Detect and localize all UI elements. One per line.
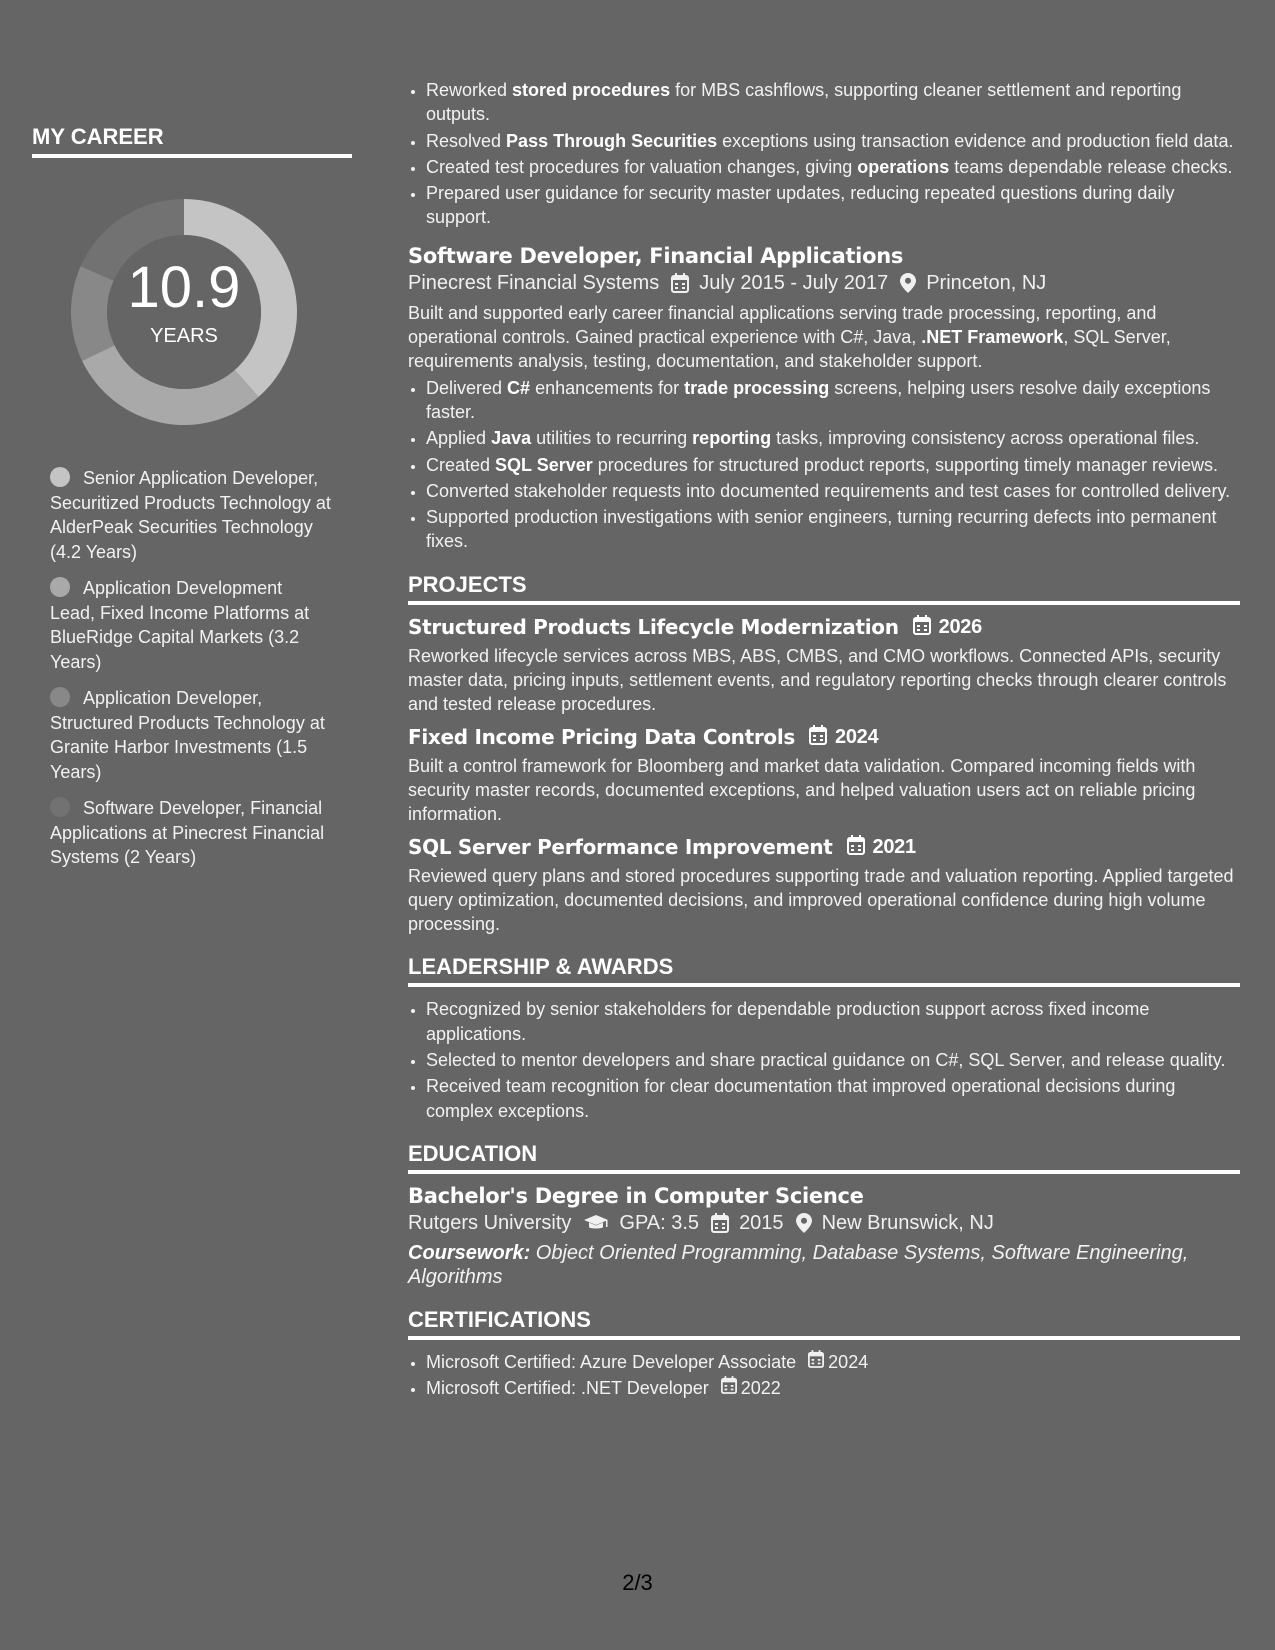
legend-dot	[50, 577, 70, 597]
list-item: • Supported production investigations with senior engineers, turning recurring defects into permanent fixes.	[426, 505, 1240, 554]
projects-heading: PROJECTS	[408, 572, 1240, 605]
graduation-cap-icon	[583, 1214, 609, 1232]
location-pin-icon	[796, 1213, 812, 1233]
list-item: • Created SQL Server procedures for structured product reports, supporting timely manager reviews.	[426, 453, 1240, 477]
list-item: • Recognized by senior stakeholders for dependable production support across fixed income applications.	[426, 997, 1240, 1046]
education-heading: EDUCATION	[408, 1141, 1240, 1174]
job-meta	[408, 272, 1240, 295]
list-item: • Prepared user guidance for security master updates, reducing repeated questions during daily support.	[426, 181, 1240, 230]
location-pin-icon	[900, 273, 916, 293]
job-summary: Built and supported early career financial applications serving trade processing, reporting, and operational controls. Gained practical experience with C#, Java, .NET Framework, SQL Server, requirements analysis, testing, documentation, and stakeholder support.	[408, 302, 1171, 372]
calendar-icon	[809, 725, 827, 750]
project-title: SQL Server Performance Improvement	[408, 835, 833, 860]
career-heading: MY CAREER	[32, 124, 352, 158]
legend-dot	[50, 687, 70, 707]
legend-label: Senior Application Developer, Securitized Products Technology at AlderPeak Securities Technology (4.2 Years)	[50, 468, 331, 562]
legend-item	[50, 796, 332, 870]
list-item: • Resolved Pass Through Securities exceptions using transaction evidence and production field data.	[426, 129, 1240, 153]
school-name: Rutgers University	[408, 1211, 572, 1234]
legend-item	[50, 686, 332, 784]
cert-name: • Microsoft Certified: Azure Developer Associate	[426, 1351, 797, 1372]
page-number: 2/3	[622, 1570, 653, 1595]
project-description: Reviewed query plans and stored procedures supporting trade and valuation reporting. Applied targeted query optimization, documented decisions, and improved operational confidence during high volume processing.	[408, 865, 1234, 935]
job-title: Software Developer, Financial Applications	[408, 243, 904, 268]
education-location: New Brunswick, NJ	[821, 1211, 994, 1234]
certifications-heading: CERTIFICATIONS	[408, 1307, 1240, 1340]
calendar-icon	[671, 273, 689, 293]
legend-label: Application Development Lead, Fixed Income Platforms at BlueRidge Capital Markets (3.2 Years)	[50, 578, 310, 672]
gpa: GPA: 3.5	[619, 1211, 700, 1234]
education-meta	[408, 1212, 1240, 1235]
list-item: • Delivered C# enhancements for trade processing screens, helping users resolve daily exceptions faster.	[426, 376, 1240, 425]
list-item: • Selected to mentor developers and share practical guidance on C#, SQL Server, and release quality.	[426, 1048, 1240, 1072]
leadership-heading: LEADERSHIP & AWARDS	[408, 954, 1240, 987]
legend-label: Software Developer, Financial Applications at Pinecrest Financial Systems (2 Years)	[50, 798, 325, 867]
calendar-icon	[711, 1213, 729, 1233]
career-donut-chart	[64, 192, 304, 432]
job-bullets	[408, 376, 1240, 554]
career-legend	[32, 466, 352, 870]
list-item: • Received team recognition for clear documentation that improved operational decisions during complex exceptions.	[426, 1074, 1240, 1123]
cert-year: 2022	[740, 1378, 781, 1399]
project-description: Built a control framework for Bloomberg and market data validation. Compared incoming fields with security master records, documented exceptions, and helped valuation users act on reliable pricing information.	[408, 755, 1196, 825]
main-column	[408, 78, 1240, 1403]
list-item: • Converted stakeholder requests into documented requirements and test cases for controlled delivery.	[426, 479, 1240, 503]
graduation-year: 2015	[739, 1211, 784, 1234]
project-title: Fixed Income Pricing Data Controls	[408, 725, 796, 750]
list-item: • Created test procedures for valuation changes, giving operations teams dependable release checks.	[426, 155, 1240, 179]
project-entry	[408, 835, 1240, 937]
calendar-icon	[913, 615, 931, 640]
leadership-list	[408, 997, 1240, 1122]
job-dates: July 2015 - July 2017	[699, 271, 889, 294]
legend-label: Application Developer, Structured Products Technology at Granite Harbor Investments (1.5 Years)	[50, 688, 325, 782]
legend-item	[50, 466, 332, 564]
cert-year: 2024	[828, 1351, 869, 1372]
degree-title: Bachelor's Degree in Computer Science	[408, 1183, 864, 1208]
career-years-unit: YEARS	[150, 325, 218, 347]
job-company: Pinecrest Financial Systems	[408, 271, 660, 294]
project-entry	[408, 615, 1240, 717]
certifications-list	[408, 1350, 1240, 1401]
legend-dot	[50, 797, 70, 817]
legend-item	[50, 576, 332, 674]
career-total-years: 10.9	[127, 255, 241, 320]
project-title: Structured Products Lifecycle Modernization	[408, 615, 899, 640]
previous-job-bullets	[408, 78, 1240, 230]
calendar-icon	[808, 1350, 824, 1374]
project-entry	[408, 725, 1240, 827]
list-item: • Reworked stored procedures for MBS cashflows, supporting cleaner settlement and reporting outputs.	[426, 78, 1240, 127]
coursework: Coursework: Object Oriented Programming, Database Systems, Software Engineering, Algorithms	[408, 1241, 1189, 1288]
project-year: 2024	[835, 725, 879, 748]
job-location: Princeton, NJ	[926, 271, 1047, 294]
list-item	[426, 1350, 1240, 1374]
project-year: 2026	[938, 615, 982, 638]
list-item: • Applied Java utilities to recurring reporting tasks, improving consistency across operational files.	[426, 426, 1240, 450]
cert-name: • Microsoft Certified: .NET Developer	[426, 1378, 709, 1399]
calendar-icon	[847, 835, 865, 860]
calendar-icon	[721, 1376, 737, 1400]
project-description: Reworked lifecycle services across MBS, ABS, CMBS, and CMO workflows. Connected APIs, security master data, pricing inputs, settlement events, and regulatory reporting checks through clearer controls and tested release procedures.	[408, 645, 1227, 715]
career-sidebar	[32, 124, 352, 882]
legend-dot	[50, 467, 70, 487]
list-item	[426, 1376, 1240, 1400]
project-year: 2021	[872, 835, 916, 858]
